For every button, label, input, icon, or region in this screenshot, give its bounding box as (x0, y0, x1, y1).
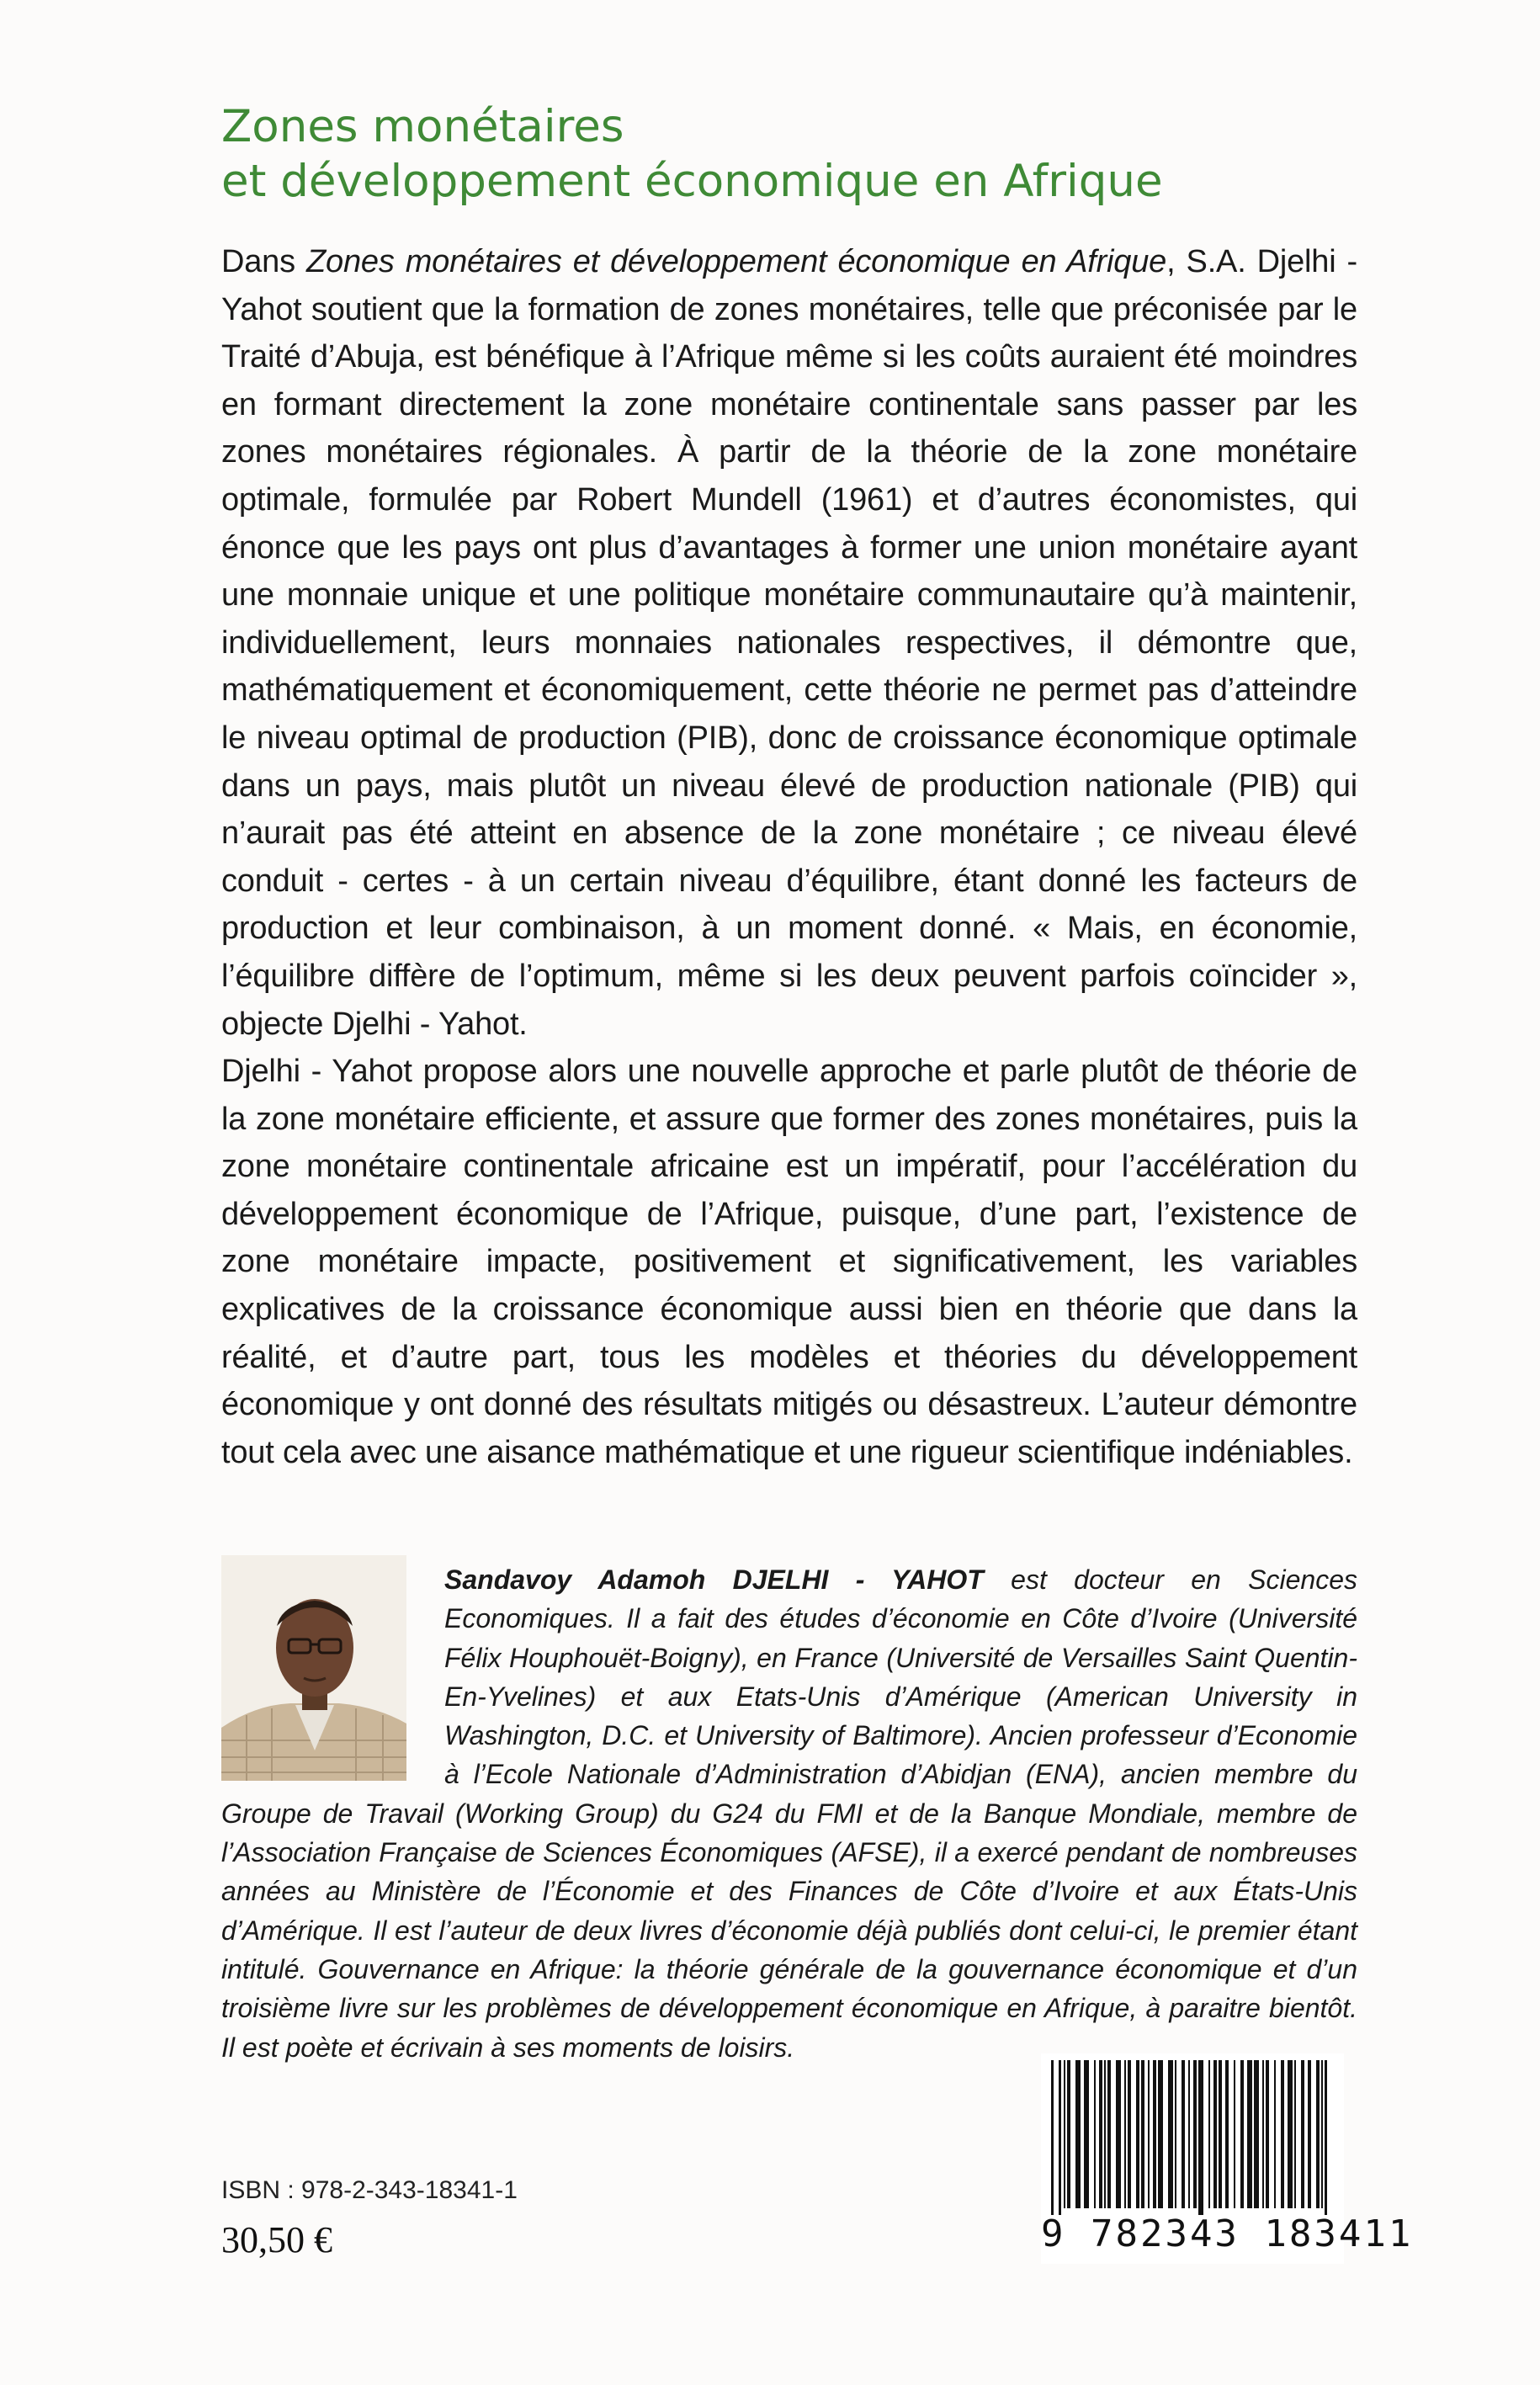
barcode-bar (1141, 2060, 1144, 2208)
barcode-bar (1247, 2060, 1252, 2208)
barcode-bar (1107, 2060, 1111, 2208)
barcode-bar (1104, 2060, 1106, 2208)
barcode-bar (1153, 2060, 1156, 2208)
summary-paragraph-2: Djelhi - Yahot propose alors une nouvelle approche et parle plutôt de théorie de la zone monétaire efficiente, et assure que former des zones monétaires, puis la zone monétaire continentale africaine est un impératif, pour l’accélération du développement économique de l’Afrique, puisque, d’une part, l’existence de zone monétaire impacte, positivement et significativement, les variables explicatives de la croissance économique aussi bien en théorie que dans la réalité, et d’autre part, tous les modèles et théories du développement économique y ont donné des résultats mitigés ou désastreux. L’auteur démontre tout cela avec une aisance mathématique et une rigueur scientifique indéniables. (221, 1054, 1357, 1470)
barcode-bar (1316, 2060, 1320, 2208)
book-title (221, 99, 1484, 209)
barcode-bar (1288, 2060, 1293, 2208)
barcode-digits: 9 782343 183411 (1041, 2212, 1414, 2255)
barcode-bar (1067, 2060, 1070, 2208)
barcode-bar (1051, 2060, 1054, 2215)
barcode-bar (1168, 2060, 1173, 2208)
barcode-bars (1041, 2053, 1344, 2222)
barcode-bar (1198, 2060, 1203, 2215)
barcode-bar (1116, 2060, 1121, 2208)
barcode-bar (1059, 2060, 1061, 2215)
barcode-bar (1240, 2060, 1244, 2208)
author-bio-text: est docteur en Sciences Economiques. Il a fait des études d’économie en Côte d’Ivoire (Université Félix Houphouët-Boigny), en France (Université de Versailles Saint Quentin-En-Yvelines) et aux Etats-Unis d’Amérique (American University in Washington, D.C. et University of Baltimore). Ancien professeur d’Economie à l’Ecole Nationale d’Administration d’Abidjan (ENA), ancien membre du Groupe de Travail (Working Group) du G24 du FMI et de la Banque Mondiale, membre de l’Association Française de Sciences Économiques (AFSE), il a exercé pendant de nombreuses années au Ministère de l’Économie et des Finances de Côte d’Ivoire et aux États-Unis d’Amérique. Il est l’auteur de deux livres d’économie déjà publiés dont celui-ci, le premier étant intitulé. Gouvernance en Afrique: la théorie générale de la gouvernance économique et d’un troisième livre sur les problèmes de développement économique en Afrique, à paraitre bientôt. Il est poète et écrivain à ses moments de loisirs. (221, 1564, 1357, 2063)
summary-paragraph-1-text: , S.A. Djelhi - Yahot soutient que la formation de zones monétaires, telle que préconisée par le Traité d’Abuja, est bénéfique à l’Afrique même si les coûts auraient été moindres en formant directement la zone monétaire continentale sans passer par les zones monétaires régionales. À partir de la théorie de la zone monétaire optimale, formulée par Robert Mundell (1961) et d’autres économistes, qui énonce que les pays ont plus d’avantages à former une union monétaire ayant une monnaie unique et une politique monétaire communautaire qu’à maintenir, individuellement, leurs monnaies nationales respectives, il démontre que, mathématiquement et économiquement, cette théorie ne permet pas d’atteindre le niveau optimal de production (PIB), donc de croissance économique optimale dans un pays, mais plutôt un niveau élevé de production nationale (PIB) qui n’aurait pas été atteint en absence de la zone monétaire ; ce niveau élevé conduit - certes - à un certain niveau d’équilibre, étant donné les facteurs de production et leur combinaison, à un moment donné. « Mais, en économie, l’équilibre diffère de l’optimum, même si les deux peuvent parfois coïncider », objecte Djelhi - Yahot. (221, 244, 1357, 1042)
barcode-bar (1274, 2060, 1276, 2208)
barcode-bar (1084, 2060, 1089, 2208)
barcode-bar (1148, 2060, 1150, 2208)
barcode-bar (1234, 2060, 1235, 2208)
barcode (1041, 2053, 1414, 2264)
barcode-bar (1294, 2060, 1296, 2208)
barcode-bar (1219, 2060, 1222, 2208)
summary-paragraph-1 (221, 238, 1357, 1048)
barcode-bar (1225, 2060, 1229, 2208)
barcode-bar (1158, 2060, 1163, 2208)
barcode-bar (1124, 2060, 1126, 2208)
barcode-bar (1213, 2060, 1217, 2208)
book-summary (221, 238, 1357, 1476)
price: 30,50 € (221, 2219, 332, 2260)
barcode-bar (1262, 2060, 1264, 2208)
barcode-bar (1301, 2060, 1304, 2208)
barcode-bar (1075, 2060, 1081, 2208)
isbn: ISBN : 978-2-343-18341-1 (221, 2176, 518, 2204)
barcode-bar (1182, 2060, 1185, 2208)
barcode-bar (1188, 2060, 1190, 2208)
barcode-bar (1308, 2060, 1311, 2208)
barcode-bar (1281, 2060, 1284, 2208)
barcode-bar (1064, 2060, 1065, 2208)
barcode-bar (1193, 2060, 1197, 2208)
barcode-bar (1208, 2060, 1210, 2208)
barcode-bar (1094, 2060, 1096, 2208)
barcode-bar (1136, 2060, 1139, 2208)
author-name: Sandavoy Adamoh DJELHI - YAHOT (444, 1564, 984, 1595)
barcode-bar (1266, 2060, 1269, 2208)
book-title-line-1: Zones monétaires (221, 101, 624, 152)
barcode-bar (1175, 2060, 1176, 2208)
barcode-bar (1254, 2060, 1259, 2208)
barcode-bar (1321, 2060, 1323, 2208)
bio-photo-spacer (221, 1560, 444, 1791)
barcode-bar (1128, 2060, 1131, 2208)
summary-lead: Dans (221, 244, 306, 279)
summary-book-title: Zones monétaires et développement économique en Afrique (306, 244, 1167, 279)
barcode-bar (1325, 2060, 1327, 2215)
author-bio (221, 1560, 1357, 2067)
book-title-line-2: et développement économique en Afrique (221, 156, 1163, 207)
barcode-bar (1099, 2060, 1102, 2208)
